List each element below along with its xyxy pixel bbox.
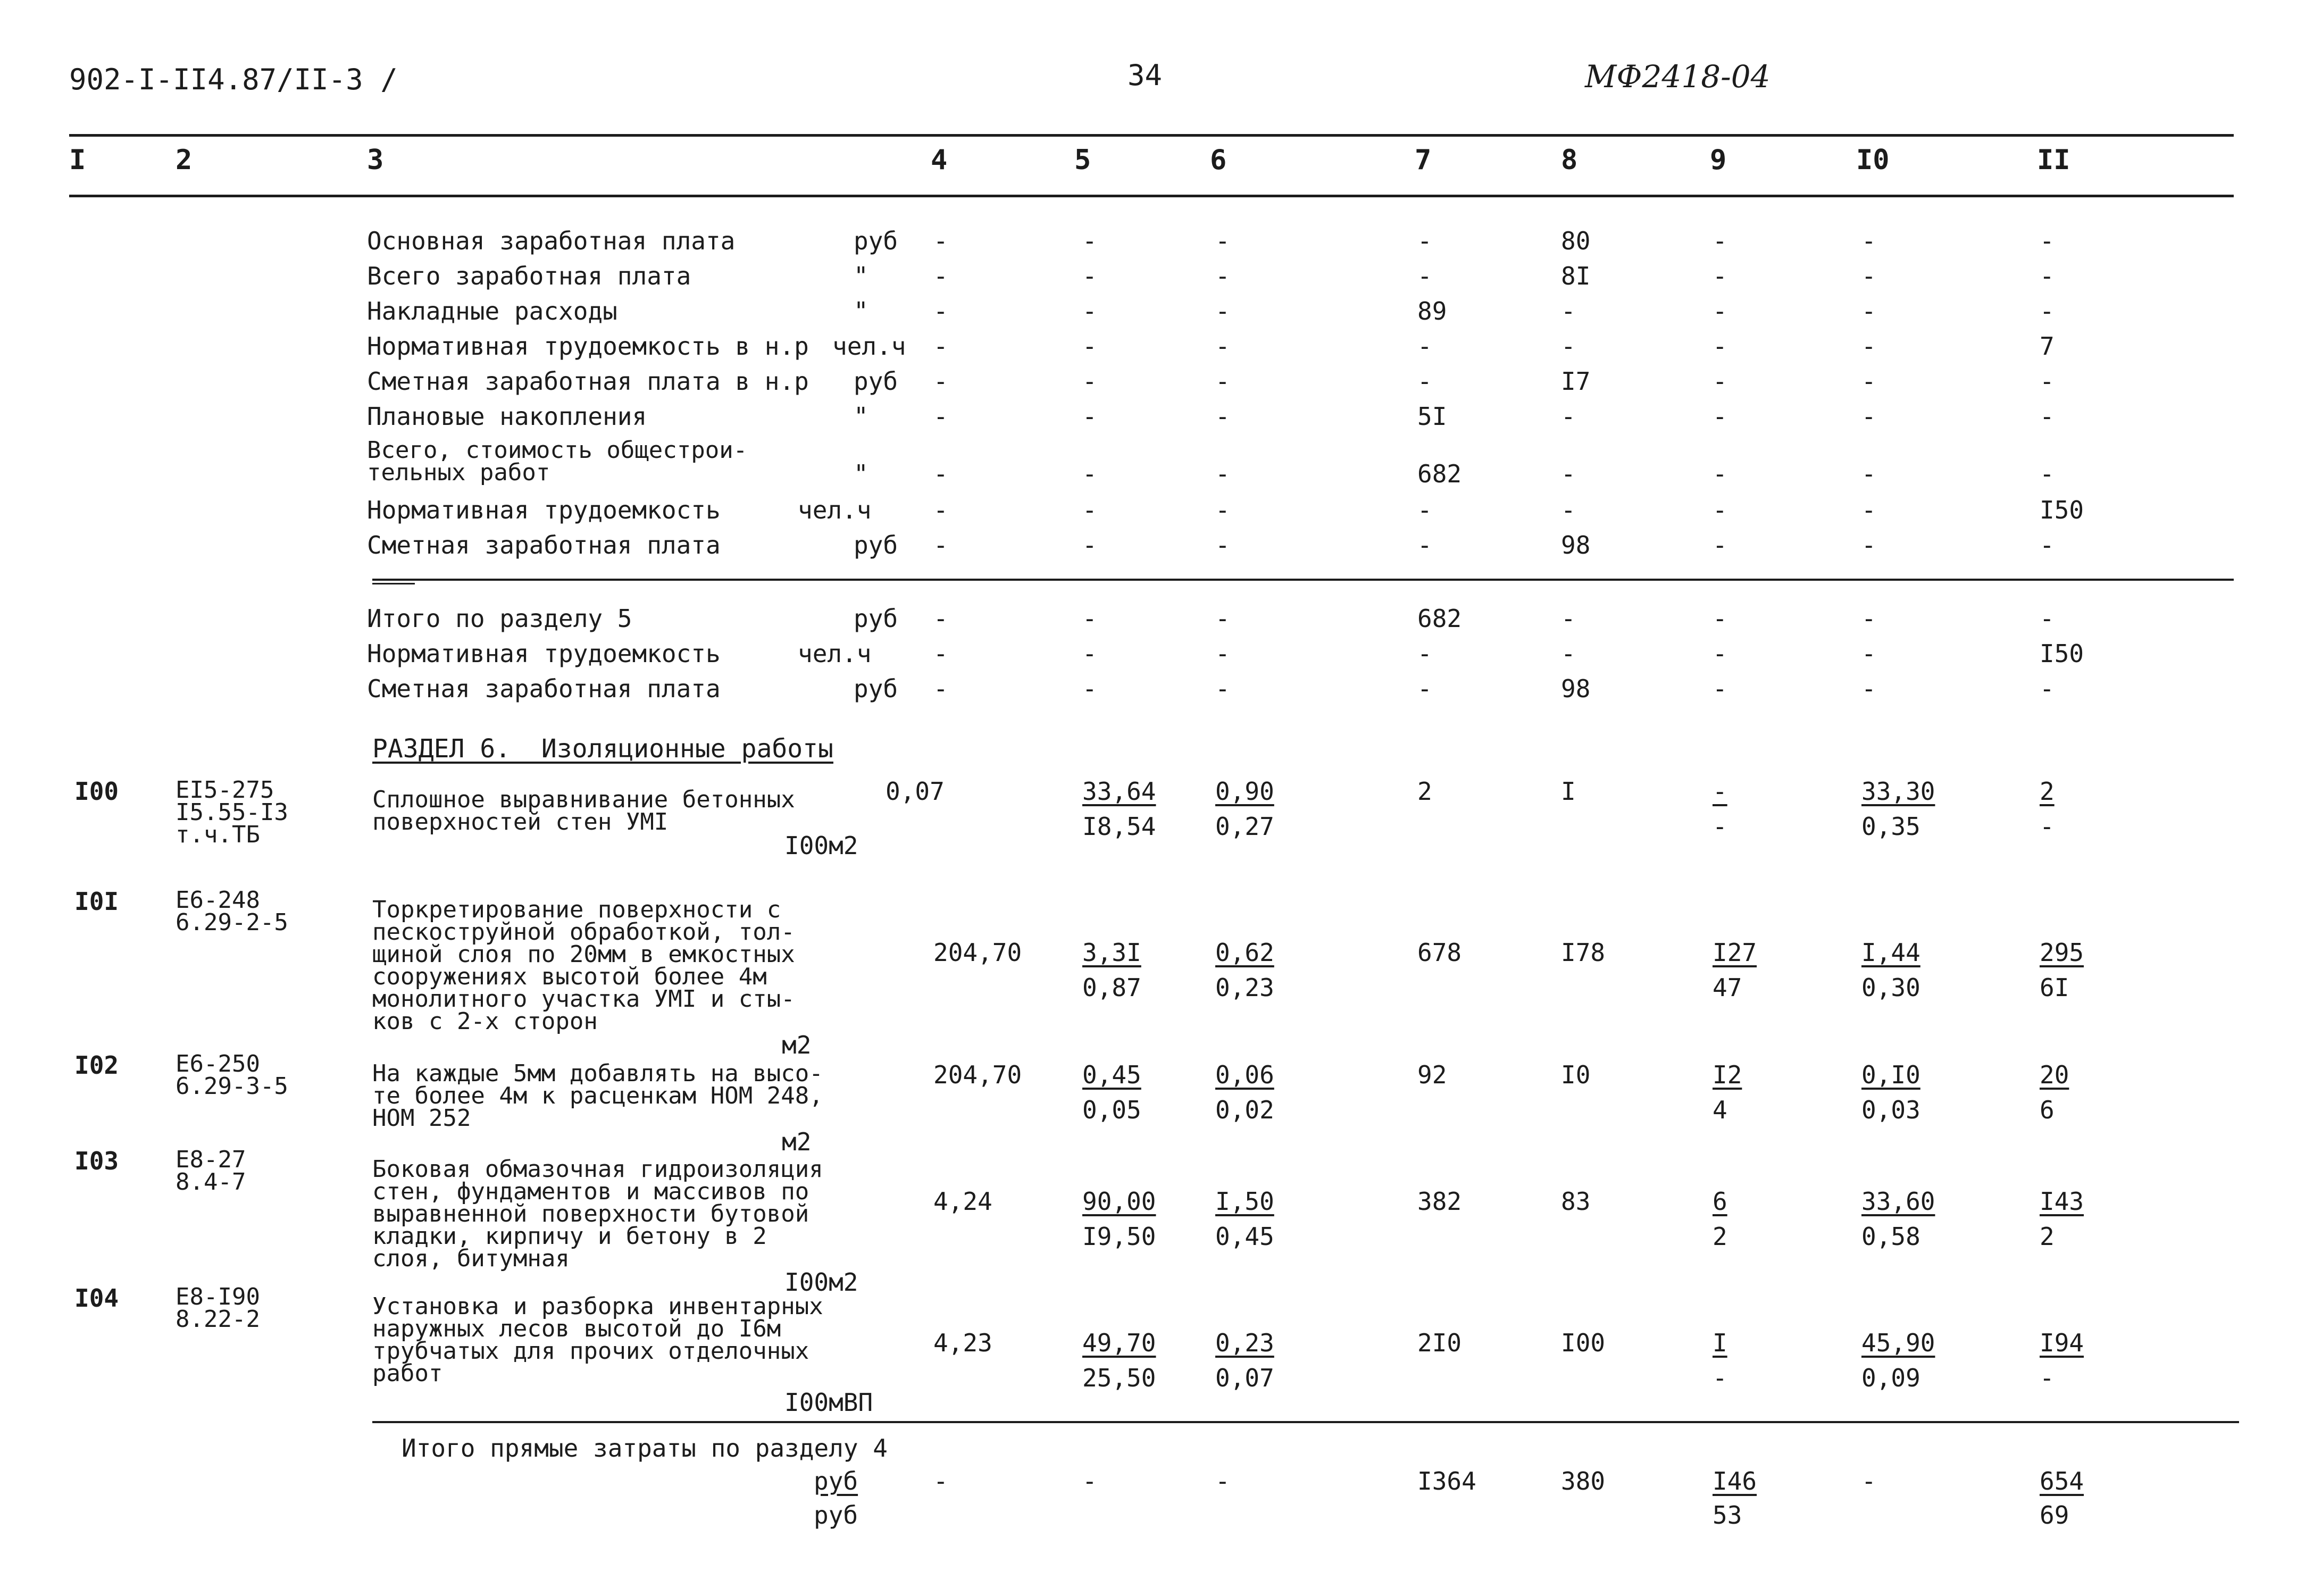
item-machines-total: 0,62 [1215, 938, 1274, 967]
total-c10: - [1861, 1467, 1876, 1495]
summary-unit: чел.ч [798, 496, 872, 524]
item-quantity: 204,70 [933, 938, 1022, 967]
total-c6: - [1215, 1467, 1230, 1495]
item-total-cost: 2I0 [1417, 1328, 1462, 1357]
item-wage-total: 83 [1561, 1187, 1591, 1216]
item-machines-wage: 0,02 [1215, 1096, 1274, 1124]
item-machines-wage: 0,27 [1215, 812, 1274, 841]
summary-cell-c7: 682 [1417, 604, 1462, 633]
summary-cell-c7: - [1417, 531, 1432, 559]
summary-cell-c5: - [1082, 297, 1097, 325]
summary-cell-c8: - [1561, 332, 1576, 361]
summary-cell-c5: - [1082, 332, 1097, 361]
summary-unit: руб [854, 604, 898, 633]
summary-label: Всего заработная плата [367, 262, 691, 290]
item-number: I02 [74, 1051, 119, 1080]
column-header-9: 9 [1710, 144, 1727, 176]
summary-cell-c6: - [1215, 674, 1230, 703]
item-machines-wage: 0,23 [1215, 973, 1274, 1002]
summary-unit: чел.ч [832, 332, 906, 361]
column-header-11: II [2037, 144, 2070, 176]
summary-cell-c5: - [1082, 639, 1097, 668]
item-unit-cost-total: 49,70 [1082, 1328, 1156, 1357]
item-description: На каждые 5мм добавлять на высо- те более 4м к расценкам НОМ 248, НОМ 252 [372, 1060, 823, 1132]
item-total-cost: 678 [1417, 938, 1462, 967]
item-machines-sum-wage: - [1713, 1364, 1727, 1392]
summary-cell-c4: - [933, 459, 948, 488]
item-total-cost: 382 [1417, 1187, 1462, 1216]
item-unit-cost-wage: 0,05 [1082, 1096, 1141, 1124]
item-labour-total: I43 [2040, 1187, 2084, 1216]
summary-cell-c10: - [1861, 531, 1876, 559]
summary-cell-c6: - [1215, 402, 1230, 431]
summary-cell-c6: - [1215, 639, 1230, 668]
item-unit: I00м2 [784, 1268, 858, 1297]
summary-unit: " [854, 262, 868, 290]
summary-cell-c11: - [2040, 531, 2055, 559]
column-header-7: 7 [1415, 144, 1432, 176]
summary-cell-c9: - [1713, 531, 1727, 559]
item-quantity: 4,24 [933, 1187, 992, 1216]
total-c5: - [1082, 1467, 1097, 1495]
item-machines-total: 0,06 [1215, 1060, 1274, 1089]
summary-cell-c11: - [2040, 297, 2055, 325]
summary-cell-c6: - [1215, 459, 1230, 488]
item-unit-cost-wage: 25,50 [1082, 1364, 1156, 1392]
summary-cell-c7: 682 [1417, 459, 1462, 488]
summary-unit: руб [854, 367, 898, 396]
item-labour-unit: 0,I0 [1861, 1060, 1920, 1089]
item-machines-sum-wage: - [1713, 812, 1727, 841]
item-unit-cost-total: 33,64 [1082, 777, 1156, 806]
summary-cell-c11: I50 [2040, 496, 2084, 524]
summary-cell-c10: - [1861, 496, 1876, 524]
item-unit: м2 [782, 1127, 812, 1156]
summary-cell-c5: - [1082, 262, 1097, 290]
column-header-4: 4 [931, 144, 948, 176]
item-unit-cost-total: 0,45 [1082, 1060, 1141, 1089]
item-machines-total: 0,23 [1215, 1328, 1274, 1357]
page-number: 34 [1128, 59, 1163, 92]
summary-cell-c11: - [2040, 402, 2055, 431]
summary-cell-c9: - [1713, 402, 1727, 431]
summary-cell-c4: - [933, 367, 948, 396]
summary-cell-c7: - [1417, 639, 1432, 668]
item-unit-cost-total: 3,3I [1082, 938, 1141, 967]
item-wage-total: I00 [1561, 1328, 1606, 1357]
summary-cell-c8: - [1561, 604, 1576, 633]
summary-cell-c8: I7 [1561, 367, 1591, 396]
column-header-6: 6 [1210, 144, 1227, 176]
item-unit: I00м2 [784, 831, 858, 860]
summary-label: Основная заработная плата [367, 227, 736, 255]
item-labour-total-mach: - [2040, 1364, 2055, 1392]
total-c11b: 69 [2040, 1501, 2069, 1530]
item-description: Сплошное выравнивание бетонных поверхностей стен УМI [372, 786, 795, 835]
summary-cell-c4: - [933, 531, 948, 559]
item-wage-total: I0 [1561, 1060, 1591, 1089]
summary-cell-c10: - [1861, 639, 1876, 668]
summary-label: Нормативная трудоемкость [367, 639, 721, 668]
item-machines-wage: 0,45 [1215, 1222, 1274, 1251]
summary-cell-c5: - [1082, 496, 1097, 524]
item-machines-sum: I [1713, 1328, 1727, 1357]
summary-unit: руб [854, 227, 898, 255]
summary-cell-c6: - [1215, 531, 1230, 559]
summary-cell-c6: - [1215, 297, 1230, 325]
item-quantity: 204,70 [933, 1060, 1022, 1089]
summary-cell-c4: - [933, 639, 948, 668]
summary-cell-c10: - [1861, 402, 1876, 431]
summary-cell-c11: - [2040, 227, 2055, 255]
total-label: Итого прямые затраты по разделу 4 [402, 1434, 888, 1463]
total-c7: I364 [1417, 1467, 1476, 1495]
summary-divider-stub [372, 583, 415, 584]
summary-unit: " [854, 297, 868, 325]
summary-cell-c4: - [933, 332, 948, 361]
summary-cell-c11: - [2040, 604, 2055, 633]
summary-unit: руб [854, 531, 898, 559]
summary-cell-c9: - [1713, 297, 1727, 325]
item-unit-cost-wage: I9,50 [1082, 1222, 1156, 1251]
item-machines-sum-wage: 4 [1713, 1096, 1727, 1124]
summary-label: Сметная заработная плата [367, 674, 721, 703]
column-header-5: 5 [1074, 144, 1091, 176]
summary-cell-c11: 7 [2040, 332, 2055, 361]
summary-cell-c10: - [1861, 332, 1876, 361]
item-labour-total-mach: 6I [2040, 973, 2069, 1002]
item-unit-cost-total: 90,00 [1082, 1187, 1156, 1216]
summary-cell-c5: - [1082, 604, 1097, 633]
item-code: Е8-I90 8.22-2 [176, 1283, 260, 1333]
column-header-1: I [69, 144, 86, 176]
document-code: 902-I-II4.87/II-3 / [69, 63, 398, 96]
summary-cell-c4: - [933, 262, 948, 290]
total-c8: 380 [1561, 1467, 1606, 1495]
summary-cell-c10: - [1861, 227, 1876, 255]
item-total-cost: 2 [1417, 777, 1432, 806]
item-labour-unit-mach: 0,09 [1861, 1364, 1920, 1392]
summary-cell-c8: 80 [1561, 227, 1591, 255]
summary-cell-c8: - [1561, 496, 1576, 524]
item-machines-sum: 6 [1713, 1187, 1727, 1216]
summary-cell-c8: - [1561, 639, 1576, 668]
item-labour-unit: 33,30 [1861, 777, 1935, 806]
summary-cell-c6: - [1215, 262, 1230, 290]
summary-label: Плановые накопления [367, 402, 647, 431]
item-description: Боковая обмазочная гидроизоляция стен, фундаментов и массивов по выравненной поверхности бутовой кладки, кирпичу и бетону в 2 слоя, битумная [372, 1156, 823, 1272]
item-wage-total: I78 [1561, 938, 1606, 967]
item-labour-total-mach: 2 [2040, 1222, 2055, 1251]
summary-cell-c11: - [2040, 459, 2055, 488]
summary-cell-c7: - [1417, 367, 1432, 396]
stamp-code: МФ2418-04 [1585, 59, 1770, 95]
item-machines-sum-wage: 47 [1713, 973, 1742, 1002]
summary-cell-c7: - [1417, 674, 1432, 703]
summary-label: Нормативная трудоемкость [367, 496, 721, 524]
summary-cell-c7: - [1417, 227, 1432, 255]
summary-cell-c11: I50 [2040, 639, 2084, 668]
header-bottom-rule [69, 195, 2234, 197]
summary-divider [372, 579, 2234, 581]
item-unit: м2 [782, 1031, 812, 1059]
item-labour-total: 295 [2040, 938, 2084, 967]
summary-cell-c11: - [2040, 367, 2055, 396]
summary-cell-c8: 98 [1561, 674, 1591, 703]
item-machines-sum: I27 [1713, 938, 1757, 967]
summary-label: Всего, стоимость общестрои- тельных работ [367, 437, 748, 486]
summary-cell-c11: - [2040, 674, 2055, 703]
summary-cell-c10: - [1861, 367, 1876, 396]
column-header-2: 2 [176, 144, 193, 176]
top-rule [69, 134, 2234, 137]
section-title: РАЗДЕЛ 6. Изоляционные работы [372, 734, 833, 764]
item-quantity: 0,07 [886, 777, 945, 806]
summary-unit: " [854, 402, 868, 431]
item-labour-unit-mach: 0,03 [1861, 1096, 1920, 1124]
item-labour-unit-mach: 0,30 [1861, 973, 1920, 1002]
column-header-10: I0 [1856, 144, 1890, 176]
summary-cell-c7: - [1417, 262, 1432, 290]
item-machines-sum: I2 [1713, 1060, 1742, 1089]
summary-label: Сметная заработная плата в н.р [367, 367, 809, 396]
item-machines-wage: 0,07 [1215, 1364, 1274, 1392]
item-number: I00 [74, 777, 119, 806]
item-machines-sum-wage: 2 [1713, 1222, 1727, 1251]
total-c4: - [933, 1467, 948, 1495]
item-labour-total: 2 [2040, 777, 2055, 806]
summary-cell-c6: - [1215, 496, 1230, 524]
item-labour-unit-mach: 0,35 [1861, 812, 1920, 841]
item-labour-total-mach: 6 [2040, 1096, 2055, 1124]
item-description: Торкретирование поверхности с пескоструйной обработкой, тол- щиной слоя по 20мм в емкостных сооружениях высотой более 4м монолитного участка УМI и сты- ков с 2-х сторон [372, 896, 795, 1035]
summary-cell-c7: 5I [1417, 402, 1447, 431]
summary-cell-c8: - [1561, 402, 1576, 431]
item-labour-total: 20 [2040, 1060, 2069, 1089]
item-code: Е8-27 8.4-7 [176, 1146, 246, 1196]
item-labour-total: I94 [2040, 1328, 2084, 1357]
summary-cell-c8: - [1561, 297, 1576, 325]
summary-cell-c6: - [1215, 604, 1230, 633]
summary-unit: " [854, 459, 868, 488]
summary-cell-c10: - [1861, 262, 1876, 290]
summary-cell-c5: - [1082, 459, 1097, 488]
summary-cell-c10: - [1861, 297, 1876, 325]
item-unit: I00мВП [784, 1388, 873, 1417]
item-machines-total: 0,90 [1215, 777, 1274, 806]
total-unit-2: руб [814, 1501, 858, 1530]
item-labour-unit-mach: 0,58 [1861, 1222, 1920, 1251]
summary-cell-c9: - [1713, 496, 1727, 524]
item-unit-cost-wage: I8,54 [1082, 812, 1156, 841]
summary-cell-c7: - [1417, 332, 1432, 361]
summary-cell-c8: 8I [1561, 262, 1591, 290]
item-unit-cost-wage: 0,87 [1082, 973, 1141, 1002]
item-labour-unit: 33,60 [1861, 1187, 1935, 1216]
item-quantity: 4,23 [933, 1328, 992, 1357]
item-number: I03 [74, 1147, 119, 1175]
summary-cell-c4: - [933, 297, 948, 325]
summary-cell-c6: - [1215, 367, 1230, 396]
total-rule [372, 1421, 2239, 1423]
summary-cell-c4: - [933, 674, 948, 703]
summary-cell-c8: 98 [1561, 531, 1591, 559]
item-code: Е6-250 6.29-3-5 [176, 1050, 288, 1100]
summary-cell-c4: - [933, 604, 948, 633]
item-code: ЕI5-275 I5.55-I3 т.ч.ТБ [176, 776, 288, 848]
summary-label: Накладные расходы [367, 297, 617, 325]
item-total-cost: 92 [1417, 1060, 1447, 1089]
item-number: I0I [74, 887, 119, 916]
item-description: Установка и разборка инвентарных наружных лесов высотой до I6м трубчатых для прочих отделочных работ [372, 1293, 823, 1387]
summary-cell-c9: - [1713, 227, 1727, 255]
item-code: Е6-248 6.29-2-5 [176, 887, 288, 936]
summary-cell-c11: - [2040, 262, 2055, 290]
summary-label: Нормативная трудоемкость в н.р [367, 332, 809, 361]
item-number: I04 [74, 1284, 119, 1313]
summary-cell-c5: - [1082, 367, 1097, 396]
column-header-8: 8 [1561, 144, 1578, 176]
summary-cell-c6: - [1215, 332, 1230, 361]
summary-cell-c10: - [1861, 459, 1876, 488]
summary-cell-c8: - [1561, 459, 1576, 488]
summary-unit: руб [854, 674, 898, 703]
summary-cell-c4: - [933, 496, 948, 524]
summary-cell-c5: - [1082, 531, 1097, 559]
summary-cell-c9: - [1713, 674, 1727, 703]
summary-cell-c9: - [1713, 332, 1727, 361]
summary-cell-c9: - [1713, 459, 1727, 488]
summary-cell-c10: - [1861, 674, 1876, 703]
total-c11a: 654 [2040, 1467, 2084, 1495]
summary-cell-c5: - [1082, 402, 1097, 431]
total-c9b: 53 [1713, 1501, 1742, 1530]
summary-cell-c9: - [1713, 604, 1727, 633]
summary-label: Сметная заработная плата [367, 531, 721, 559]
summary-cell-c10: - [1861, 604, 1876, 633]
item-labour-total-mach: - [2040, 812, 2055, 841]
summary-cell-c7: - [1417, 496, 1432, 524]
item-labour-unit: 45,90 [1861, 1328, 1935, 1357]
summary-unit: чел.ч [798, 639, 872, 668]
total-unit-1: руб [814, 1467, 858, 1495]
item-labour-unit: I,44 [1861, 938, 1920, 967]
summary-cell-c6: - [1215, 227, 1230, 255]
summary-cell-c9: - [1713, 639, 1727, 668]
column-header-3: 3 [367, 144, 384, 176]
item-machines-total: I,50 [1215, 1187, 1274, 1216]
summary-cell-c9: - [1713, 262, 1727, 290]
item-wage-total: I [1561, 777, 1576, 806]
total-c9a: I46 [1713, 1467, 1757, 1495]
summary-cell-c4: - [933, 227, 948, 255]
summary-cell-c7: 89 [1417, 297, 1447, 325]
summary-cell-c5: - [1082, 227, 1097, 255]
summary-cell-c4: - [933, 402, 948, 431]
summary-cell-c9: - [1713, 367, 1727, 396]
item-machines-sum: - [1713, 777, 1727, 806]
summary-cell-c5: - [1082, 674, 1097, 703]
summary-label: Итого по разделу 5 [367, 604, 632, 633]
